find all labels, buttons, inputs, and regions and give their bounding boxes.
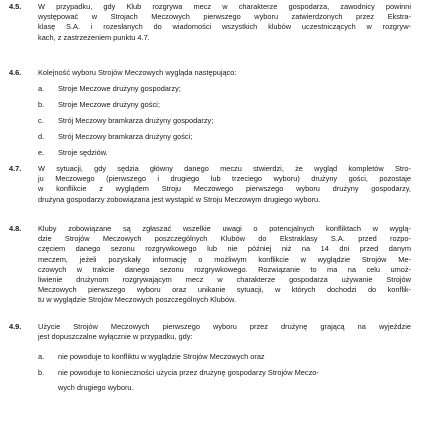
list-item-letter: d. xyxy=(38,132,45,141)
clause-line: występować w Strojach Meczowych pierwszego wyboru zatwierdzonych przez Ekstra- xyxy=(38,12,411,22)
clause-line: Meczowych pierwszego wyboru oraz unikanie sytuacji, w których dochodzi do konflik- xyxy=(38,285,411,295)
list-item-letter: b. xyxy=(38,100,45,109)
list-item-letter: c. xyxy=(38,116,44,125)
clause-line: w konflikcie z wyglądem Stroju Meczowego pierwszego wyboru drużyny gospodarzy, xyxy=(38,184,411,194)
list-item-letter: a. xyxy=(38,84,45,93)
list-item-text-continued: wych drugiego wyboru. xyxy=(58,383,134,392)
list-item-text: Stroje Meczowe drużyny gości; xyxy=(58,100,160,109)
list-item-text: Strój Meczowy bramkarza drużyny gości; xyxy=(58,132,193,141)
list-item-text: Stroje sędziów. xyxy=(58,148,108,157)
clause-line: Kolejność wyboru Strojów Meczowych wygląda następująco: xyxy=(38,68,237,77)
clause-text xyxy=(38,2,411,43)
list-item-text: Stroje Meczowe drużyny gospodarzy; xyxy=(58,84,181,93)
list-item-text: nie powoduje to konieczności użycia przez drużynę gospodarzy Strojów Meczo- xyxy=(58,368,319,377)
clause-number: 4.5. xyxy=(9,2,22,11)
clause-number: 4.6. xyxy=(9,68,22,77)
clause-text xyxy=(38,322,411,342)
clause-line: Kluby zobowiązane są zgłaszać wszelkie uwagi o potencjalnych konfliktach w wyglą- xyxy=(38,224,411,233)
clause-line: ju Meczowego (pierwszego i drugiego lub trzeciego wyboru) drużyny gości, pozostaje xyxy=(38,174,411,184)
clause-line: jest dopuszczalne wyłącznie w przypadku, gdy: xyxy=(38,332,193,342)
clause-line: kach, z zastrzeżeniem punktu 4.7. xyxy=(38,32,150,42)
clause-text xyxy=(38,68,411,78)
list-item-letter: e. xyxy=(38,148,45,157)
clause-line: klasę S.A. i rozesłanych do wiadomości wszystkich klubów uczestniczących w rozgryw- xyxy=(38,22,411,32)
clause-text xyxy=(38,164,411,205)
clause-line: liwienie drużynom rozgrywającym mecz w charakterze gospodarza używanie Strojów xyxy=(38,275,411,285)
clause-line: W przypadku, gdy Klub rozgrywa mecz w charakterze gospodarza, zawodnicy powinni xyxy=(38,2,411,11)
clause-number: 4.7. xyxy=(9,164,22,173)
clause-line: drużyna gospodarzy zobowiązana jest wystąpić w Stroju Meczowym drugiego wyboru. xyxy=(38,194,321,204)
clause-number: 4.9. xyxy=(9,322,22,331)
clause-line: Użycie Strojów Meczowych pierwszego wyboru przez drużynę grającą na wyjeździe xyxy=(38,322,411,331)
list-item-letter: b. xyxy=(38,368,45,377)
list-item-text: nie powoduje to konfliktu w wyglądzie Strojów Meczowych oraz xyxy=(58,352,265,361)
clause-line: częciem danego sezonu rozgrywkowego lub nie później niż na 14 dni przed danym xyxy=(38,244,411,254)
clause-text xyxy=(38,224,411,306)
clause-number: 4.8. xyxy=(9,224,22,233)
list-item-letter: a. xyxy=(38,352,45,361)
clause-line: meczem, jeżeli pozyskały informację o możliwym konflikcie w wyglądzie Strojów Me- xyxy=(38,254,411,264)
clause-line: dzie Strojów Meczowych poszczególnych Klubów do Ekstraklasy S.A. przed rozpo- xyxy=(38,234,411,244)
list-item-text: Strój Meczowy bramkarza drużyny gospodarzy; xyxy=(58,116,214,125)
clause-line: tu w wyglądzie Strojów Meczowych poszczególnych Klubów. xyxy=(38,295,236,305)
clause-line: czowych w trakcie danego sezonu rozgrywkowego. Rozwiązanie to ma na celu umoż- xyxy=(38,264,411,274)
clause-line: W sytuacji, gdy sędzia główny danego meczu stwierdzi, że wygląd kompletów Stro- xyxy=(38,164,411,173)
